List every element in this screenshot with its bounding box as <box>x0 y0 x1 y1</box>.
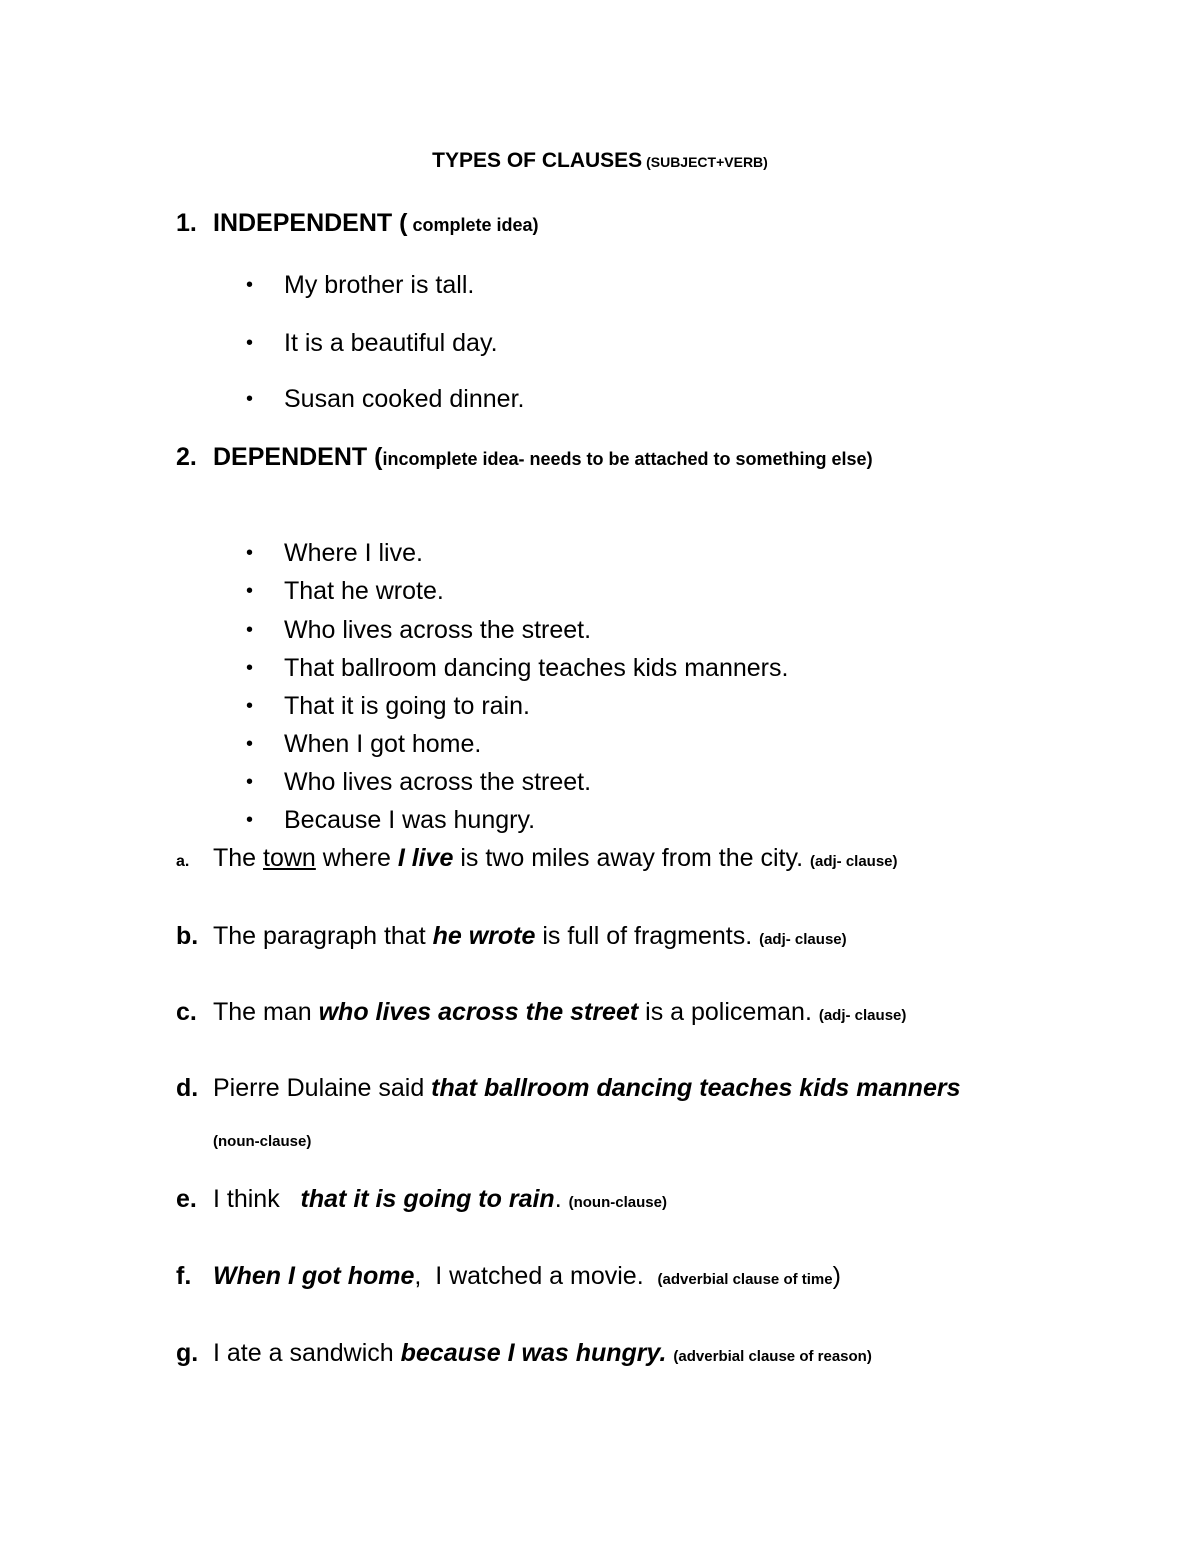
bullet-icon: • <box>246 580 254 602</box>
example-text: The man <box>213 998 319 1026</box>
heading-label: INDEPENDENT ( <box>213 209 408 237</box>
bullet-icon: • <box>246 619 254 641</box>
example-label: f. <box>176 1262 192 1290</box>
clause-highlight: because I was hungry. <box>400 1339 667 1367</box>
list-item <box>246 770 591 795</box>
underlined-word: town <box>263 844 316 872</box>
clause-tag: (adverbial clause of reason) <box>673 1348 872 1365</box>
example-label: g. <box>176 1339 199 1367</box>
list-item <box>246 331 498 356</box>
list-item-text: That he wrote. <box>284 577 444 605</box>
list-item-text: That ballroom dancing teaches kids manners. <box>284 654 789 682</box>
list-item <box>246 541 423 566</box>
bullet-icon: • <box>246 274 254 296</box>
title-text: TYPES OF CLAUSES <box>432 149 643 172</box>
heading-note: complete idea) <box>407 215 539 235</box>
heading-number: 1. <box>176 209 197 237</box>
bullet-icon: • <box>246 695 254 717</box>
example-text: where <box>315 844 398 872</box>
example-e <box>176 1187 667 1212</box>
example-b <box>176 924 847 949</box>
list-item <box>246 808 535 833</box>
clause-tag: (adj- clause) <box>759 931 847 948</box>
example-d <box>176 1076 960 1101</box>
clause-highlight: When I got home <box>213 1262 415 1290</box>
list-item <box>246 656 788 681</box>
example-text: ) <box>832 1262 841 1290</box>
clause-tag: (adverbial clause of time <box>657 1271 833 1288</box>
list-item-text: My brother is tall. <box>284 271 475 299</box>
example-label: a. <box>176 853 190 870</box>
heading-note: incomplete idea- needs to be attached to something else) <box>382 449 873 469</box>
example-text: I think <box>213 1185 301 1213</box>
list-item <box>246 273 474 298</box>
bullet-icon: • <box>246 542 254 564</box>
list-item <box>246 732 481 757</box>
example-text: The <box>213 844 264 872</box>
clause-highlight: who lives across the street <box>318 998 639 1026</box>
bullet-icon: • <box>246 771 254 793</box>
list-item-text: Susan cooked dinner. <box>284 385 525 413</box>
bullet-icon: • <box>246 809 254 831</box>
example-text: is two miles away from the city. <box>453 844 810 872</box>
bullet-icon: • <box>246 332 254 354</box>
clause-tag: (noun-clause) <box>568 1194 667 1211</box>
title-paren-close: ) <box>763 154 768 170</box>
list-item <box>246 618 591 643</box>
list-item <box>246 579 444 604</box>
clause-tag: (adj- clause) <box>818 1007 907 1024</box>
page-title <box>0 150 1200 171</box>
example-text: I ate a sandwich <box>213 1339 401 1367</box>
list-item-text: Because I was hungry. <box>284 806 536 834</box>
bullet-icon: • <box>246 657 254 679</box>
example-c <box>176 1000 906 1025</box>
example-text: . <box>554 1185 569 1213</box>
title-paren-open: ( <box>642 154 651 170</box>
clause-highlight: he wrote <box>432 922 536 950</box>
list-item-text: When I got home. <box>284 730 482 758</box>
bullet-icon: • <box>246 733 254 755</box>
example-text: is full of fragments. <box>535 922 760 950</box>
list-item <box>246 387 524 412</box>
example-label: e. <box>176 1185 197 1213</box>
list-item-text: Who lives across the street. <box>284 616 592 644</box>
example-label: c. <box>176 998 197 1026</box>
clause-tag: (adj- clause) <box>810 853 898 870</box>
example-f <box>176 1264 841 1289</box>
bullet-icon: • <box>246 388 254 410</box>
clause-highlight: that ballroom dancing teaches kids manners <box>431 1074 961 1102</box>
heading-independent <box>176 211 539 236</box>
list-item-text: Where I live. <box>284 539 423 567</box>
clause-tag: (noun-clause) <box>213 1133 312 1150</box>
list-item-text: It is a beautiful day. <box>284 329 498 357</box>
heading-dependent <box>176 445 873 470</box>
list-item <box>246 694 530 719</box>
example-label: b. <box>176 922 199 950</box>
example-text: Pierre Dulaine said <box>213 1074 432 1102</box>
heading-number: 2. <box>176 443 197 471</box>
list-item-text: Who lives across the street. <box>284 768 592 796</box>
example-g <box>176 1341 872 1366</box>
list-item-text: That it is going to rain. <box>284 692 530 720</box>
example-label: d. <box>176 1074 199 1102</box>
clause-highlight: that it is going to rain <box>300 1185 555 1213</box>
title-subtitle: SUBJECT+VERB <box>650 154 764 170</box>
example-text: is a policeman. <box>638 998 819 1026</box>
example-text: , I watched a movie. <box>414 1262 658 1290</box>
example-text: The paragraph that <box>213 922 433 950</box>
example-a <box>176 846 898 871</box>
clause-highlight: I live <box>397 844 454 872</box>
heading-label: DEPENDENT ( <box>213 443 383 471</box>
